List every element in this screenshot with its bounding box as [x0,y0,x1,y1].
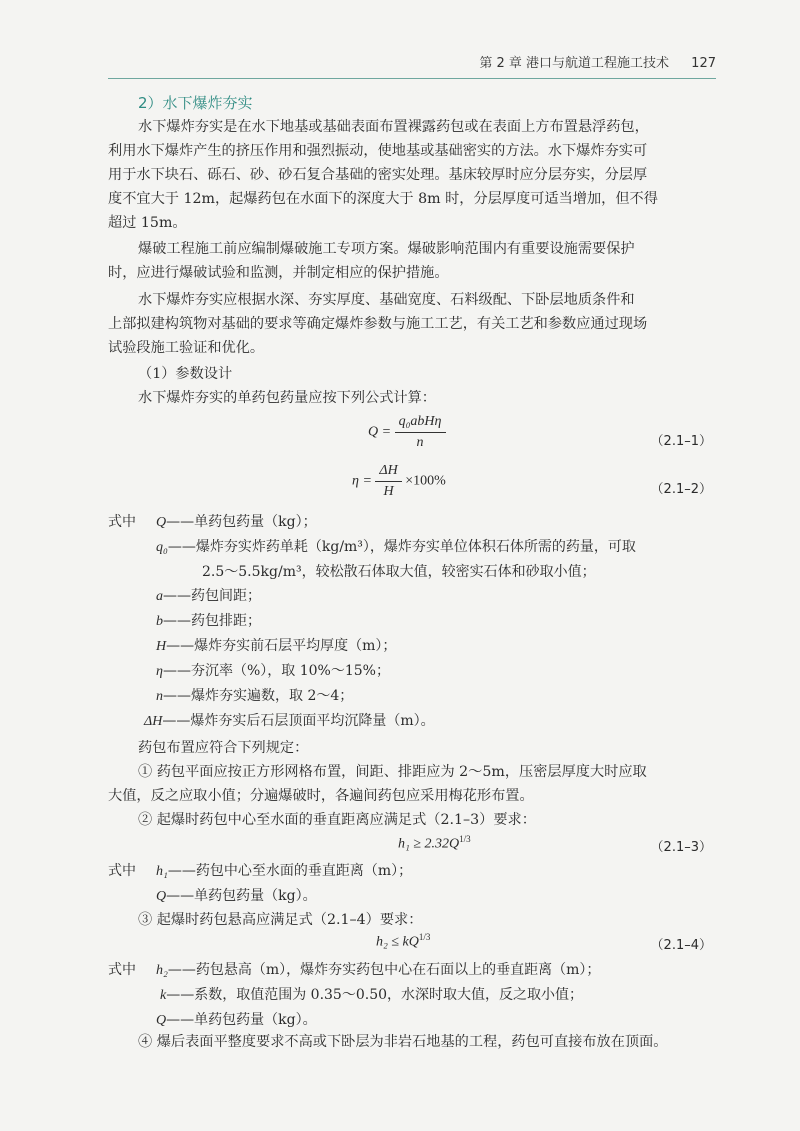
rule-3: ③ 起爆时药包悬高应满足式（2.1–4）要求： [138,912,423,928]
definition-item [156,584,636,609]
eq4-exponent: 1/3 [418,932,431,942]
def-text: ——系数，取值范围为 0.35～0.50，水深时取大值，反之取小值； [166,987,584,1003]
def-text: ——爆炸夯实前石层平均厚度（m）； [166,638,397,654]
text-line: 上部拟建构筑物对基础的要求等确定爆炸参数与施工工艺，有关工艺和参数应通过现场 [108,316,648,332]
rule-1-line: 大值，反之应取小值；分遍爆破时，各遍间药包应采用梅花形布置。 [108,788,534,804]
eq2-numerator: ΔH [375,463,401,482]
eq1-denominator: n [416,435,424,450]
definition-item [156,634,636,659]
eq1-fraction [395,414,446,451]
text-line: 利用水下爆炸产生的挤压作用和强烈振动，使地基或基础密实的方法。水下爆炸夯实可 [108,143,648,159]
formula-intro: 水下爆炸夯实的单药包药量应按下列公式计算： [138,390,436,406]
def-symbol: Q [156,889,167,904]
def-symbol: h₁ [156,864,168,879]
def-text: ——爆炸夯实后石层顶面平均沉降量（m）。 [162,713,435,729]
rule-1-line: ① 药包平面应按正方形网格布置，间距、排距应为 2～5m，压密层厚度大时应取 [138,764,647,780]
equation-2-1-4 [376,932,430,951]
paragraph-3 [108,288,712,360]
eq2-denominator: H [383,484,394,499]
eq4-number: （2.1–4） [650,938,712,953]
definition-list-1 [144,510,636,734]
eq2-fraction [375,463,401,500]
definition-item [156,958,600,983]
definition-item [156,983,600,1008]
eq1-number: （2.1–1） [650,434,712,449]
definition-item [156,659,636,684]
def-text: ——单药包药量（kg）。 [166,888,317,904]
definition-item [156,535,636,560]
def-text: ——单药包药量（kg）； [166,514,317,530]
running-header [108,52,716,76]
text-line: 用于水下块石、砾石、砂、砂石复合基础的密实处理。基床较厚时应分层夯实，分层厚 [108,167,648,183]
def-symbol: η [156,664,163,679]
def-symbol: n [156,689,163,704]
def-symbol: h₂ [156,963,168,978]
definition-item [156,560,636,584]
eq3-exponent: 1/3 [459,834,471,844]
def-symbol: q₀ [156,540,168,555]
where-label: 式中 [108,514,136,530]
eq2-lhs: η = [352,473,372,489]
def-text: ——爆炸夯实炸药单耗（kg/m³），爆炸夯实单位体积石体所需的药量，可取 [167,539,636,555]
equation-2-1-2 [352,463,446,500]
definition-list-3 [156,958,600,1033]
eq1-lhs: Q = [368,424,392,440]
subsection-title: （1）参数设计 [138,366,233,382]
def-symbol: Q [156,515,167,530]
subsection-param-design [108,362,712,410]
definition-item [144,709,636,734]
rule-4: ④ 爆后表面平整度要求不高或下卧层为非岩石地基的工程，药包可直接布放在顶面。 [138,1034,668,1050]
paragraph-2 [108,237,712,285]
page-number: 127 [691,56,716,71]
rule-2: ② 起爆时药包中心至水面的垂直距离应满足式（2.1–3）要求： [138,812,536,828]
def-symbol: ΔH [144,714,163,729]
def-text: ——爆炸夯实遍数，取 2～4； [163,688,354,704]
def-symbol: Q [156,1013,167,1028]
equation-2-1-3 [398,834,471,853]
text-line: 超过 15m。 [108,215,187,231]
text-line: 水下爆炸夯实是在水下地基或基础表面布置裸露药包或在表面上方布置悬浮药包， [138,119,649,135]
definition-item [156,510,636,535]
def-text: 2.5～5.5kg/m³，较松散石体取大值，较密实石体和砂取小值； [202,564,596,580]
where-label-2: 式中 [108,863,136,879]
rules-intro: 药包布置应符合下列规定： [138,740,309,756]
eq2-number: （2.1–2） [650,482,712,497]
paragraph-1 [108,115,712,235]
definition-item [156,859,412,884]
def-text: ——药包悬高（m），爆炸夯实药包中心在石面以上的垂直距离（m）； [167,962,601,978]
text-line: 时，应进行爆破试验和监测，并制定相应的保护措施。 [108,265,449,281]
def-symbol: H [156,639,167,654]
definition-item [156,609,636,634]
rule-3-block [108,908,712,932]
rules-section [108,736,712,832]
text-line: 爆破工程施工前应编制爆破施工专项方案。爆破影响范围内有重要设施需要保护 [138,241,635,257]
header-rule [108,78,716,79]
def-symbol: k [160,988,167,1003]
def-text: ——夯沉率（%），取 10%～15%； [162,663,390,679]
def-symbol: a [156,589,163,604]
def-text: ——药包中心至水面的垂直距离（m）； [167,863,413,879]
eq3-body: h₁ ≥ 2.32Q [398,836,460,852]
definition-item [156,684,636,709]
section-title: 2）水下爆炸夯实 [138,94,253,112]
def-text: ——药包排距； [163,613,261,629]
text-line: 试验段施工验证和优化。 [108,340,265,356]
eq1-numerator: q₀abHη [395,414,446,433]
def-text: ——药包间距； [163,588,261,604]
eq4-body: h₂ ≤ kQ [376,934,419,950]
definition-item [156,884,412,909]
text-line: 水下爆炸夯实应根据水深、夯实厚度、基础宽度、石料级配、下卧层地质条件和 [138,292,635,308]
def-text: ——单药包药量（kg）。 [166,1012,317,1028]
def-symbol: b [156,614,163,629]
definition-list-2 [156,859,412,909]
rule-4-block [108,1030,712,1054]
eq3-number: （2.1–3） [650,840,712,855]
where-label-3: 式中 [108,962,136,978]
equation-2-1-1 [368,414,446,451]
chapter-title: 第 2 章 港口与航道工程施工技术 [479,56,670,71]
text-line: 度不宜大于 12m，起爆药包在水面下的深度大于 8m 时，分层厚度可适当增加，但不得 [108,191,658,207]
eq2-rhs: ×100% [405,473,446,489]
